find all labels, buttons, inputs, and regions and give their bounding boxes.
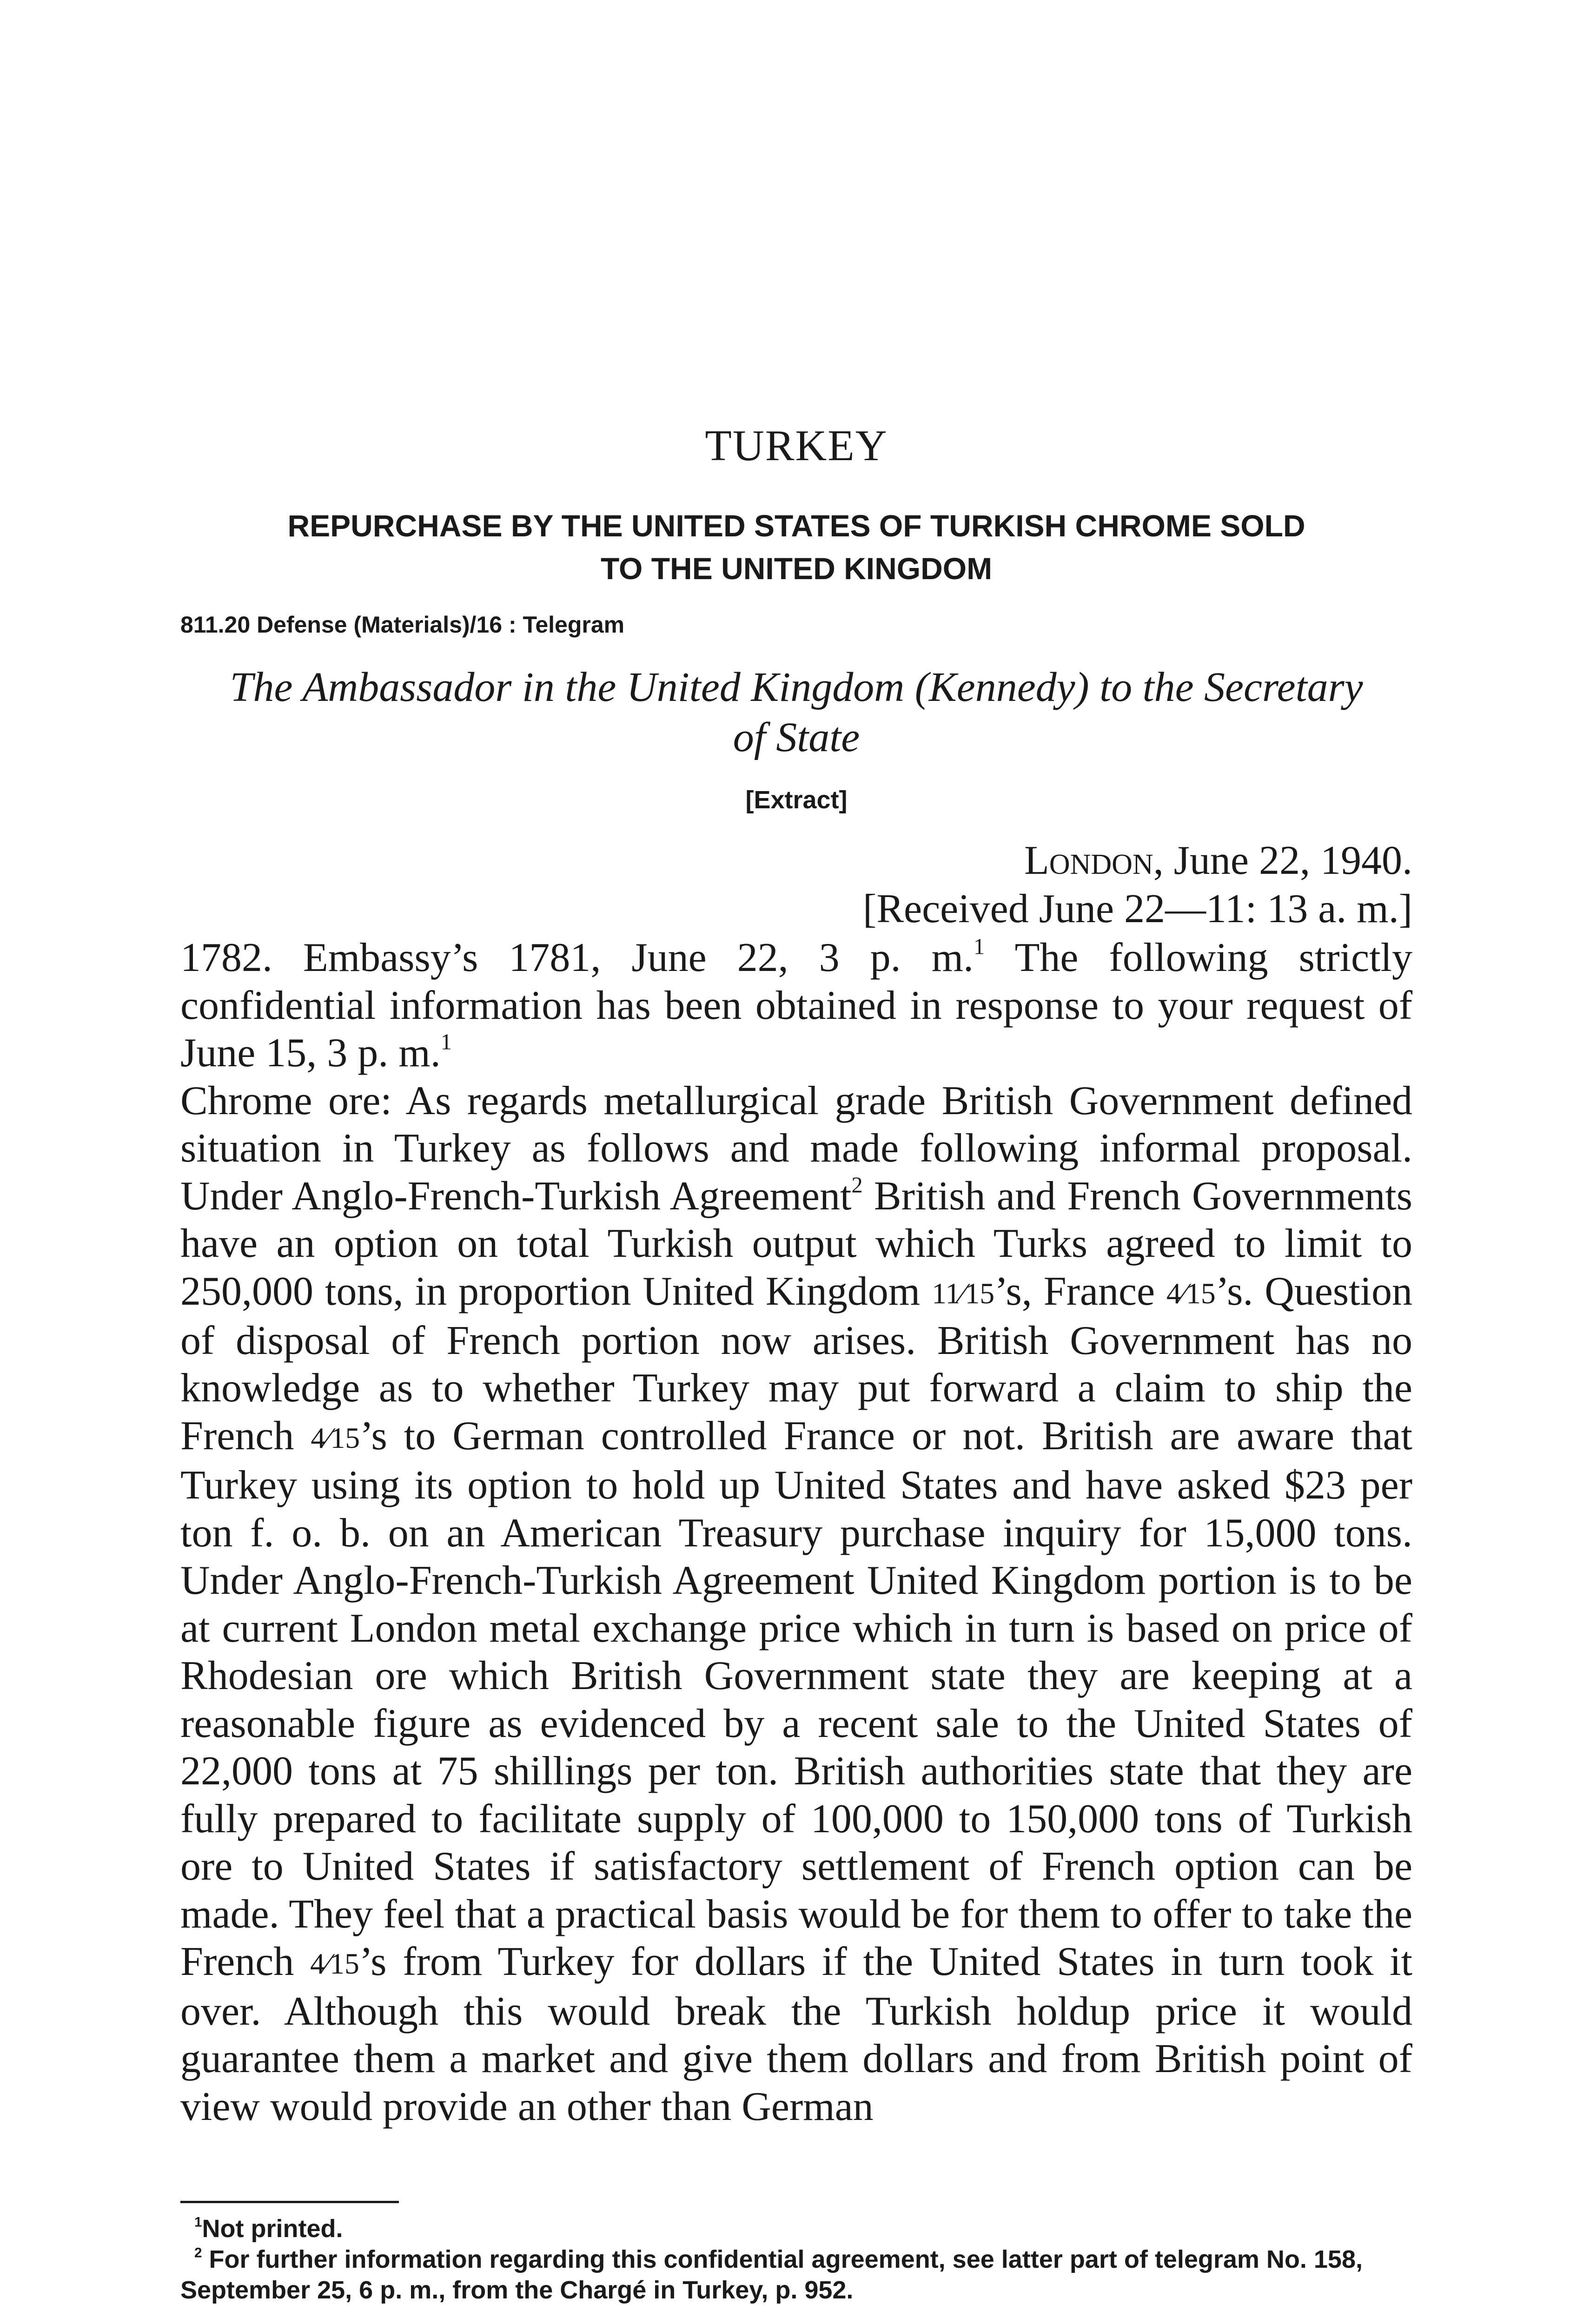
footnotes: [180, 2201, 1412, 2305]
country-heading: TURKEY: [705, 422, 888, 470]
document-heading-line-1: The Ambassador in the United Kingdom (Kennedy) to the Secretary: [230, 664, 1363, 710]
paragraph-2-text-e: ’s to German controlled France or not. British are aware that Turkey using its option to hold up United States and have asked $23 per ton f. o. b. on an American Treasury purchase inquiry for 15,000 tons. Under Anglo-French-Turkish Agreement United Kingdom portion is to be at current London metal exchange price which in turn is based on price of Rhodesian ore which British Government state they are keeping at a reasonable figure as evidenced by a recent sale to the United States of 22,000 tons at 75 shillings per ton. British authorities state that they are fully prepared to facilitate supply of 100,000 to 150,000 tons of Turkish ore to United States if satisfactory settlement of French option can be made. They feel that a practical basis would be for them to offer to take the French: [180, 1413, 1413, 1985]
place-date-line: [863, 837, 1412, 885]
document-heading-line-2: of State: [733, 714, 860, 760]
paragraph-2-text-c: ’s, France: [994, 1268, 1167, 1314]
paragraph-1: [180, 934, 1412, 1077]
footnote-2-text: For further information regarding this confidential agreement, see latter part of telegram No. 158, September 25, 6 p. m., from the Chargé in Turkey, p. 952.: [180, 2245, 1363, 2304]
document-heading: [180, 662, 1412, 763]
place: London: [1024, 838, 1153, 883]
footnote-ref-1b: 1: [440, 1030, 452, 1055]
subject-heading: [180, 504, 1412, 590]
fraction-france-2: 4⁄15: [311, 1421, 360, 1454]
footnote-2-mark: 2: [194, 2245, 202, 2261]
received-line: [Received June 22—11: 13 a. m.]: [863, 886, 1412, 931]
paragraph-2-text-a: Chrome ore: As regards metallurgical grade British Government defined situation in Turkey as follows and made following informal proposal. Under Anglo-French-Turkish Agreement: [180, 1078, 1412, 1219]
footnote-1-text: Not printed.: [202, 2215, 343, 2243]
place-date-block: [863, 837, 1412, 933]
date: , June 22, 1940.: [1153, 838, 1412, 883]
footnote-1: [180, 2213, 1412, 2244]
fraction-france-1: 4⁄15: [1166, 1277, 1216, 1310]
subject-line-2: TO THE UNITED KINGDOM: [600, 551, 993, 586]
fraction-uk: 11⁄15: [932, 1277, 995, 1310]
document-page: [180, 0, 1412, 2324]
paragraph-2-text-b: British and French Governments have an option on total Turkish output which Turks agreed to limit to 250,000 tons, in proportion United Kingdom: [180, 1173, 1413, 1314]
paragraph-1-text-a: 1782. Embassy’s 1781, June 22, 3 p. m.: [180, 935, 974, 980]
footnote-ref-2: 2: [851, 1173, 863, 1198]
paragraph-2: [180, 1077, 1412, 2131]
paragraph-2-text-f: ’s from Turkey for dollars if the United States in turn took it over. Although this would break the Turkish holdup price it would guarantee them a market and give them dollars and from British point of view would provide an other than German: [180, 1939, 1412, 2129]
extract-label: [Extract]: [745, 786, 848, 814]
paragraph-1-text-b: The following strictly confidential information has been obtained in response to your request of June 15, 3 p. m.: [180, 935, 1412, 1076]
fraction-france-3: 4⁄15: [310, 1948, 359, 1981]
file-reference: 811.20 Defense (Materials)/16 : Telegram: [180, 612, 625, 638]
telegram-body: [180, 934, 1412, 2131]
subject-line-1: REPURCHASE BY THE UNITED STATES OF TURKISH CHROME SOLD: [287, 508, 1305, 543]
footnote-ref-1: 1: [974, 934, 985, 959]
footnote-divider: [180, 2201, 399, 2203]
footnote-1-mark: 1: [194, 2214, 202, 2230]
footnote-2: [180, 2244, 1412, 2305]
paragraph-2-text-d: ’s. Question of disposal of French portion now arises. British Government has no knowledge as to whether Turkey may put forward a claim to ship the French: [180, 1268, 1413, 1459]
